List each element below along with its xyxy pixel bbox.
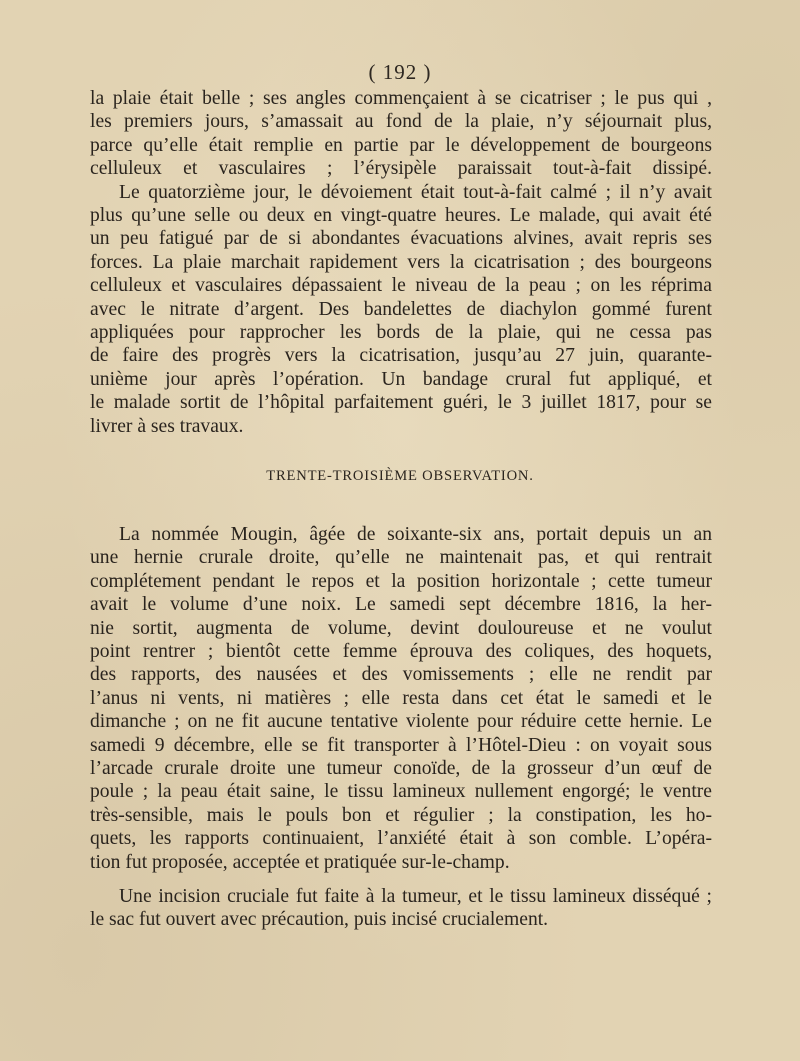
text-line: un peu fatigué par de si abondantes évacuations alvines, avait repris ses	[90, 228, 712, 250]
text-line: samedi 9 décembre, elle se fit transporter à l’Hôtel-Dieu : on voyait sous	[90, 734, 712, 756]
text-line: nie sortit, augmenta de volume, devint douloureuse et ne voulut	[90, 617, 712, 639]
paragraph-wound-healing	[90, 87, 712, 181]
text-line: La nommée Mougin, âgée de soixante-six ans, portait depuis un an	[119, 524, 712, 545]
text-line: dimanche ; on ne fit aucune tentative violente pour réduire cette hernie. Le	[90, 711, 712, 733]
text-line: avait le volume d’une noix. Le samedi sept décembre 1816, la her-	[90, 594, 712, 616]
text-line: le sac fut ouvert avec précaution, puis incisé crucialement.	[90, 909, 549, 931]
text-line: l’anus ni vents, ni matières ; elle resta dans cet état le samedi et le	[90, 687, 712, 709]
text-line: Une incision cruciale fut faite à la tumeur, et le tissu lamineux disséqué ;	[119, 886, 712, 907]
text-line: des rapports, des nausées et des vomissements ; elle ne rendit par	[90, 664, 712, 686]
incision-text	[90, 885, 712, 932]
text-line: Le quatorzième jour, le dévoiement était tout-à-fait calmé ; il n’y avait	[119, 181, 712, 203]
text-line: quets, les rapports continuaient, l’anxiété était à son comble. L’opéra-	[90, 828, 712, 850]
text-line: celluleux et vasculaires ; l’érysipèle paraissait tout-à-fait dissipé.	[90, 158, 712, 180]
text-line: poule ; la peau était saine, le tissu lamineux nullement engorgé; le ventre	[90, 781, 712, 803]
observation-text	[90, 523, 712, 874]
text-line: avec le nitrate d’argent. Des bandelettes de diachylon gommé furent	[90, 298, 712, 320]
text-line: unième jour après l’opération. Un bandage crural fut appliqué, et	[90, 368, 712, 390]
section-heading: TRENTE-TROISIÈME OBSERVATION.	[266, 468, 534, 484]
text-line: la plaie était belle ; ses angles commençaient à se cicatriser ; le pus qui ,	[90, 88, 712, 109]
page-number: ( 192 )	[368, 60, 432, 84]
text-line: une hernie crurale droite, qu’elle ne maintenait pas, et qui rentrait	[90, 547, 712, 569]
text-line: point rentrer ; bientôt cette femme éprouva des coliques, des hoquets,	[90, 641, 712, 663]
paragraph-case-description	[90, 523, 712, 874]
continuation-text	[90, 87, 712, 438]
paragraph-incision	[90, 885, 712, 932]
text-line: livrer à ses travaux.	[90, 415, 244, 437]
text-line: parce qu’elle était remplie en partie par le développement de bourgeons	[90, 134, 712, 156]
text-line: appliquées pour rapprocher les bords de la plaie, qui ne cessa pas	[90, 322, 712, 344]
text-line: complétement pendant le repos et la position horizontale ; cette tumeur	[90, 570, 712, 592]
text-line: plus qu’une selle ou deux en vingt-quatre heures. Le malade, qui avait été	[90, 205, 712, 227]
text-line: l’arcade crurale droite une tumeur conoïde, de la grosseur d’un œuf de	[90, 758, 712, 780]
text-line: de faire des progrès vers la cicatrisation, jusqu’au 27 juin, quarante-	[90, 345, 712, 367]
text-line: très-sensible, mais le pouls bon et régulier ; la constipation, les ho-	[90, 804, 712, 826]
text-line: les premiers jours, s’amassait au fond de la plaie, n’y séjournait plus,	[90, 111, 712, 133]
paragraph-fourteenth-day	[90, 181, 712, 438]
text-line: le malade sortit de l’hôpital parfaitement guéri, le 3 juillet 1817, pour se	[90, 392, 712, 414]
text-line: forces. La plaie marchait rapidement vers la cicatrisation ; des bourgeons	[90, 251, 712, 273]
text-line: tion fut proposée, acceptée et pratiquée sur-le-champ.	[90, 851, 510, 873]
text-line: celluleux et vasculaires dépassaient le niveau de la peau ; on les réprima	[90, 275, 712, 297]
